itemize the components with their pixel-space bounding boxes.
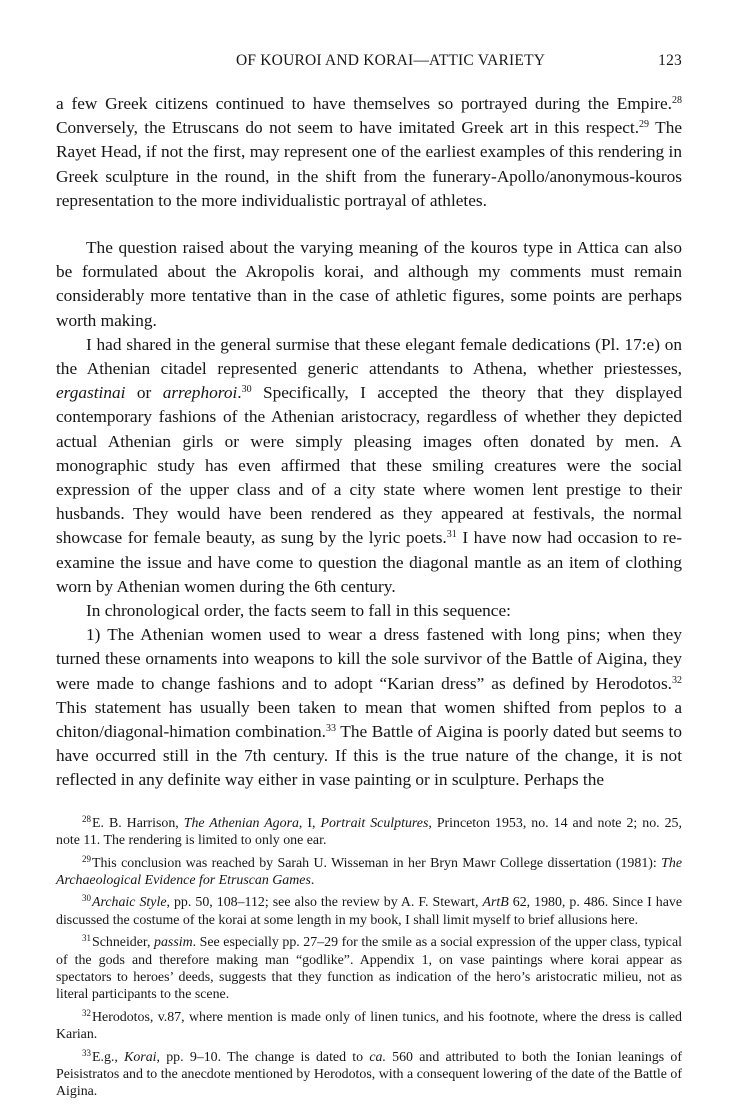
footnotes (56, 815, 682, 1101)
footnote-28: $^{28}$E. B. Harrison, The Athenian Agora, I, Portrait Sculptures, Princeton 1953, no. 14 and note 2; no. 25, note 11. The rendering is limited to only one ear. (56, 813, 682, 849)
running-title: OF KOUROI AND KORAI—ATTIC VARIETY (236, 52, 546, 69)
footnote-ref-30[interactable]: 30 (241, 384, 252, 396)
book-page (56, 52, 682, 1106)
page-header (56, 52, 682, 76)
footnote-30: $^{30}$Archaic Style, pp. 50, 108–112; see also the review by A. F. Stewart, ArtB 62, 1980, p. 486. Since I have discussed the costume of the korai at some length in my book, I shall limit myself to brief allusions here. (56, 893, 682, 928)
footnote-33: $^{33}$E.g., Korai, pp. 9–10. The change is dated to ca. 560 and attributed to both the Ionian leanings of Peisistratos and to the anecdote mentioned by Herodotos, with a consequent lowering of the date of the Battle of Aigina. (56, 1047, 682, 1100)
paragraph-5: 1) The Athenian women used to wear a dress fastened with long pins; when they turned these ornaments into weapons to kill the sole survivor of the Battle of Aigina, they were made to change fashions and to adopt “Karian dress” as defined by Herodotos.$^{32}$ This statement has usually been taken to mean that women shifted from peplos to a chiton/diagonal-himation combination.$^{33}$ The Battle of Aigina is poorly dated but seems to have occurred still in the 7th century. If this is the true nature of the change, it is not reflected in any definite way either in vase painting or in sculpture. Perhaps the (56, 625, 682, 790)
footnote-31: $^{31}$Schneider, passim. See especially pp. 27–29 for the smile as a social expression of the upper class, typical of the gods and therefore making man “godlike”. Appendix 1, on vase paintings where korai appear as spectators to heroes’ deeds, suggests that they function as indication of the hero’s aristocratic milieu, not as literal participants to the scene. (56, 933, 682, 1003)
footnote-ref-33[interactable]: 33 (326, 723, 336, 735)
footnote-ref-28[interactable]: 28 (672, 95, 682, 106)
footnote-ref-31[interactable]: 31 (446, 529, 457, 541)
footnote-ref-29[interactable]: 29 (639, 119, 650, 131)
footnote-ref-32[interactable]: 32 (672, 674, 682, 686)
footnote-32: $^{32}$Herodotos, v.87, where mention is made only of linen tunics, and his footnote, where the dress is called Karian. (56, 1007, 682, 1043)
paragraph-3: I had shared in the general surmise that these elegant female dedications (Pl. 17:e) on the Athenian citadel represented generic attendants to Athena, whether priestesses, ergastinai or arrephoroi.$^{30}$ Specifically, I accepted the theory that they displayed contemporary fashions of the Athenian aristocracy, regardless of whether they depicted actual Athenian girls or were simply pleasing images often donated by men. A monographic study has even affirmed that these smiling creatures were the social expression of the upper class and of a city state where women lent prestige to their husbands. They would have been rendered as they appeared at festivals, the normal showcase for female beauty, as sung by the lyric poets.$^{31}$ I have now had occasion to re-examine the issue and have come to question the diagonal mantle as an item of clothing worn by Athenian women during the 6th century. (56, 334, 682, 596)
paragraph-1: a few Greek citizens continued to have themselves so portrayed during the Empire.$^{28}$ Conversely, the Etruscans do not seem to have imitated Greek art in this respect.$^{29}$ The Rayet Head, if not the first, may represent one of the earliest examples of this rendering in Greek sculpture in the round, in the shift from the funerary-Apollo/anonymous-kouros representation to the more individualistic portrayal of athletes. (56, 94, 682, 210)
paragraph-4: In chronological order, the facts seem to fall in this sequence: (86, 601, 511, 621)
paragraph-2: The question raised about the varying meaning of the kouros type in Attica can also be formulated about the Akropolis korai, and although my comments must remain considerably more tentative than in the case of athletic figures, some points are perhaps worth making. (56, 238, 682, 330)
body-text (56, 92, 682, 793)
page-number: 123 (658, 52, 682, 69)
footnote-29: $^{29}$This conclusion was reached by Sarah U. Wisseman in her Bryn Mawr College dissertation (1981): The Archaeological Evidence for Etruscan Games. (56, 853, 682, 888)
